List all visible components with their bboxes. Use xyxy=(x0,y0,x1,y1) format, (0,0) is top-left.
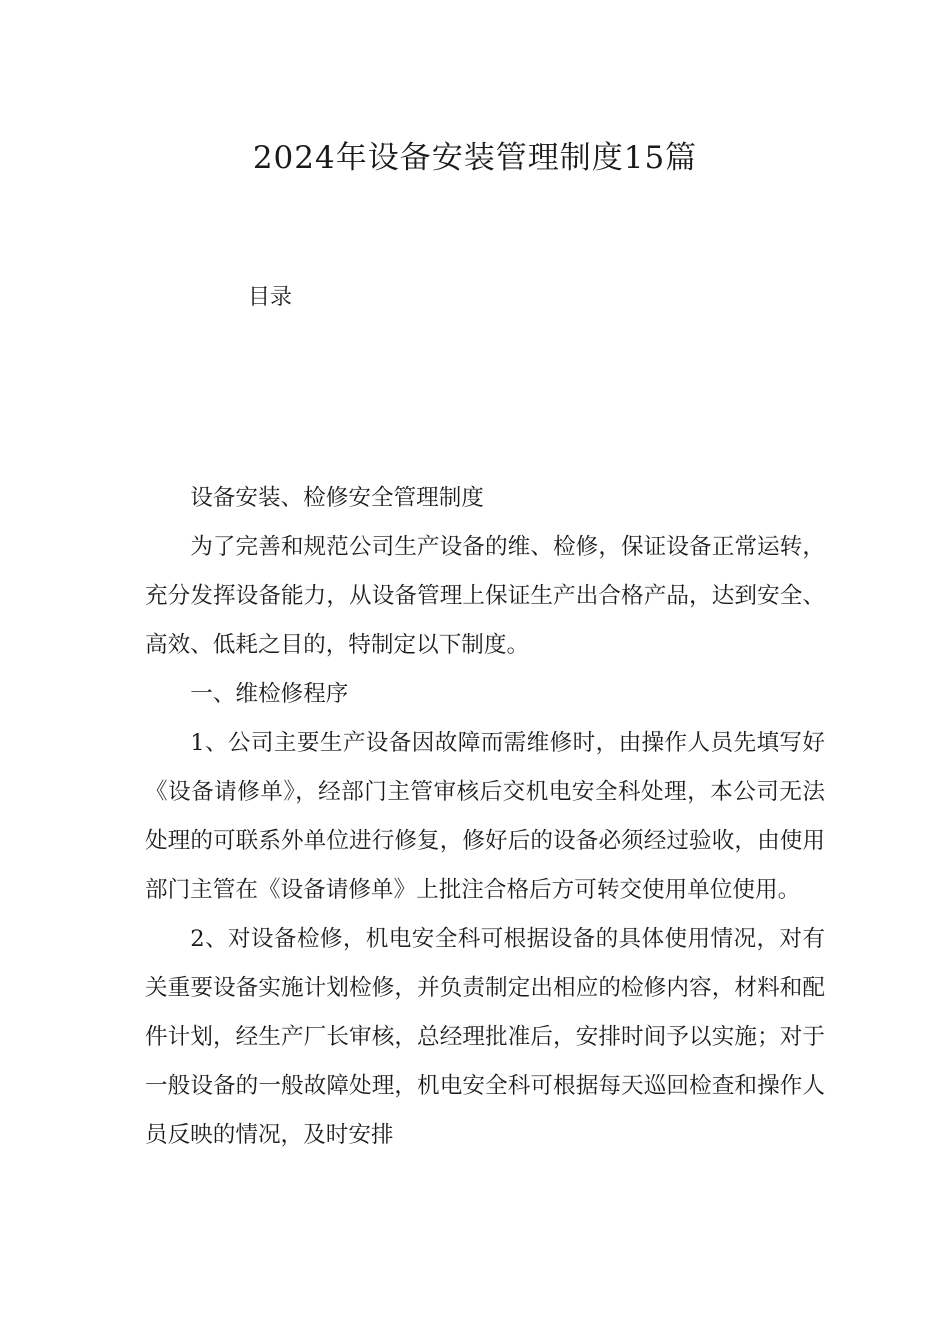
document-title: 2024年设备安装管理制度15篇 xyxy=(252,140,698,176)
paragraph-item-1: 1、公司主要生产设备因故障而需维修时，由操作人员先填写好《设备请修单》，经部门主管审核后交机电安全科处理，本公司无法处理的可联系外单位进行修复，修好后的设备必须经过验收，由使用部门主管在《设备请修单》上批注合格后方可转交使用单位使用。 xyxy=(145,730,825,903)
section-heading: 设备安装、检修安全管理制度 xyxy=(190,485,484,511)
paragraph-intro: 为了完善和规范公司生产设备的维、检修，保证设备正常运转，充分发挥设备能力，从设备管理上保证生产出合格产品，达到安全、高效、低耗之目的，特制定以下制度。 xyxy=(145,534,825,658)
section-body xyxy=(145,474,825,1160)
paragraph-item-2: 2、对设备检修，机电安全科可根据设备的具体使用情况，对有关重要设备实施计划检修，并负责制定出相应的检修内容，材料和配件计划，经生产厂长审核，总经理批准后，安排时间予以实施；对于一般设备的一般故障处理，机电安全科可根据每天巡回检查和操作人员反映的情况，及时安排 xyxy=(145,926,825,1148)
subheading-procedure: 一、维检修程序 xyxy=(190,681,349,707)
toc-heading: 目录 xyxy=(248,285,293,310)
